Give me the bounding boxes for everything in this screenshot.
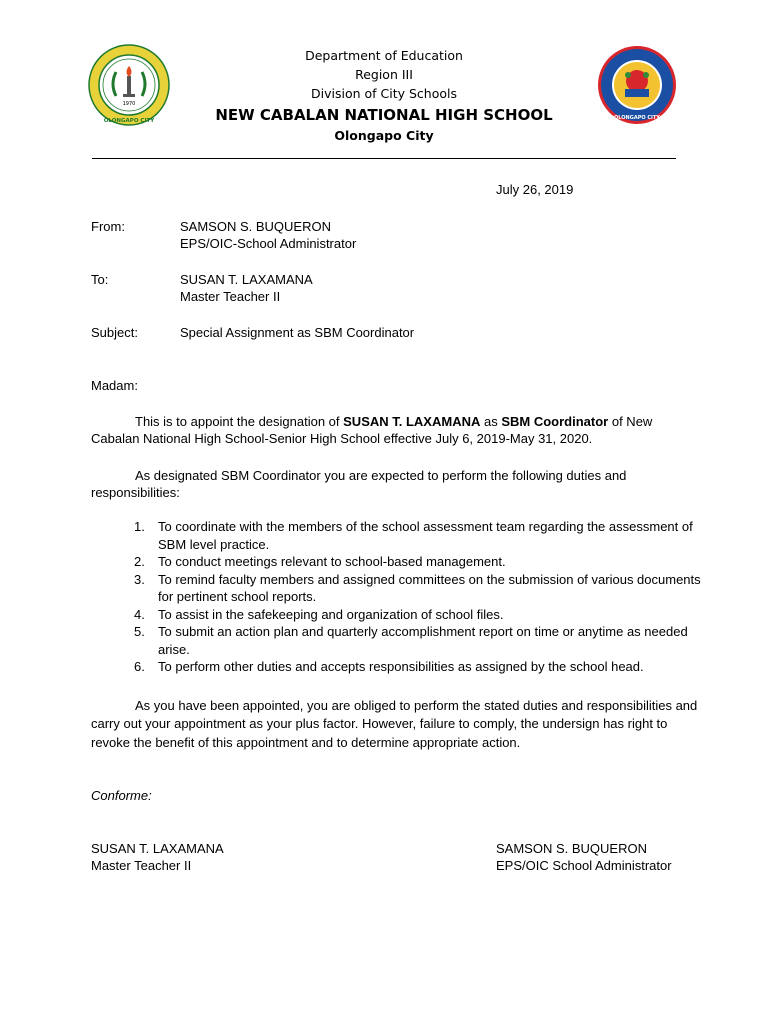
signatory-right-title: EPS/OIC School Administrator [496,858,672,873]
duty-number: 1. [134,519,145,534]
duty-text: To coordinate with the members of the school assessment team regarding the assessment of [158,519,693,534]
duty-text: arise. [158,641,190,657]
from-name: SAMSON S. BUQUERON [180,219,331,234]
memo-date: July 26, 2019 [496,182,574,197]
duty-number: 4. [134,606,145,622]
from-title: EPS/OIC-School Administrator [180,236,357,251]
duty-number: 5. [134,624,145,639]
svg-text:OLONGAPO CITY: OLONGAPO CITY [103,118,155,124]
duty-text: To perform other duties and accepts responsibilities as assigned by the school head. [158,659,644,674]
signatory-left-name: SUSAN T. LAXAMANA [91,841,224,856]
duty-text: To submit an action plan and quarterly accomplishment report on time or anytime as needed [158,624,688,639]
to-label: To: [91,272,109,287]
division-heading: Division of City Schools [310,86,457,101]
signatory-left-title: Master Teacher II [91,858,192,873]
paragraph-2-line-1: As designated SBM Coordinator you are expected to perform the following duties and [135,468,627,483]
duty-text: To conduct meetings relevant to school-based management. [158,554,506,569]
to-title: Master Teacher II [180,289,281,304]
role-name: SBM Coordinator [501,414,609,429]
header-divider [92,158,676,159]
signatory-right-name: SAMSON S. BUQUERON [496,841,647,856]
svg-text:OLONGAPO CITY: OLONGAPO CITY [614,115,660,121]
duty-text: To assist in the safekeeping and organization of school files. [158,606,504,622]
duty-number: 2. [134,554,145,569]
duty-number: 6. [134,659,145,674]
svg-text:1970: 1970 [122,101,136,107]
appointee-name: SUSAN T. LAXAMANA [343,414,481,429]
school-name: NEW CABALAN NATIONAL HIGH SCHOOL [215,106,553,124]
paragraph-1-line-2: Cabalan National High School-Senior High School effective July 6, 2019-May 31, 2020. [91,431,593,446]
paragraph-2-line-2: responsibilities: [91,485,180,500]
duty-text: To remind faculty members and assigned committees on the submission of various documents [158,571,701,587]
conforme-label: Conforme: [91,788,152,803]
subject-text: Special Assignment as SBM Coordinator [180,325,415,340]
duty-text: for pertinent school reports. [158,589,317,604]
duty-number: 3. [134,571,145,587]
salutation: Madam: [91,378,138,393]
from-label: From: [91,219,125,234]
paragraph-1-line-1: This is to appoint the designation of SUSAN T. LAXAMANA as SBM Coordinator of New [135,414,653,429]
duty-text: SBM level practice. [158,536,270,552]
subject-label: Subject: [91,325,138,340]
city-name: Olongapo City [334,128,434,143]
department-heading: Department of Education [305,48,463,63]
region-heading: Region III [355,67,413,82]
paragraph-3-line-2: carry out your appointment as your plus factor. However, failure to comply, the undersign has right to [91,716,668,731]
paragraph-3-line-1: As you have been appointed, you are obliged to perform the stated duties and responsibilities and [135,698,698,713]
to-name: SUSAN T. LAXAMANA [180,272,313,287]
paragraph-3-line-3: revoke the benefit of this appointment and to determine appropriate action. [91,735,521,750]
